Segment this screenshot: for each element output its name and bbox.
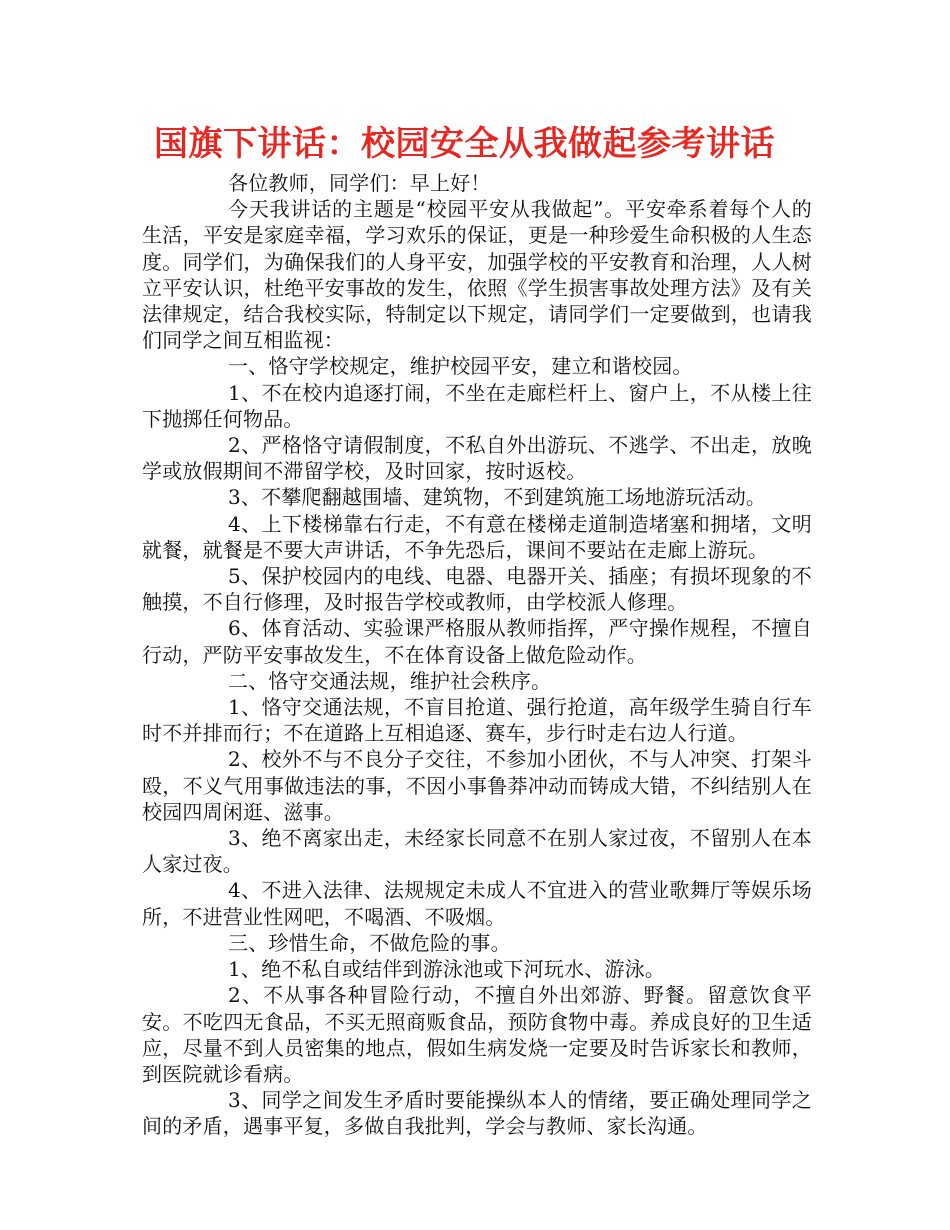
document-body — [142, 170, 812, 1140]
rule-paragraph: 1、不在校内追逐打闹，不坐在走廊栏杆上、窗户上，不从楼上往下抛掷任何物品。 — [142, 380, 812, 431]
section-heading-1: 一、恪守学校规定，维护校园平安，建立和谐校园。 — [228, 354, 693, 379]
rule-paragraph: 2、不从事各种冒险行动，不擅自外出郊游、野餐。留意饮食平安。不吃四无食品，不买无照商贩食品，预防食物中毒。养成良好的卫生适应，尽量不到人员密集的地点，假如生病发烧一定要及时告诉家长和教师，到医院就诊看病。 — [142, 983, 812, 1086]
intro-paragraph: 今天我讲话的主题是“校园平安从我做起”。平安牵系着每个人的生活，平安是家庭幸福，学习欢乐的保证，更是一种珍爱生命积极的人生态度。同学们，为确保我们的人身平安，加强学校的平安教育和治理，人人树立平安认识，杜绝平安事故的发生，依照《学生损害事故处理方法》及有关法律规定，结合我校实际，特制定以下规定，请同学们一定要做到，也请我们同学之间互相监视： — [142, 197, 812, 353]
rule-paragraph: 6、体育活动、实验课严格服从教师指挥，严守操作规程，不擅自行动，严防平安事故发生，不在体育设备上做危险动作。 — [142, 616, 812, 667]
greeting-paragraph: 各位教师，同学们：早上好！ — [228, 171, 491, 195]
rule-paragraph: 3、绝不离家出走，未经家长同意不在别人家过夜，不留别人在本人家过夜。 — [142, 826, 812, 877]
rule-paragraph: 1、绝不私自或结伴到游泳池或下河玩水、游泳。 — [228, 957, 666, 982]
document-page — [142, 118, 812, 1140]
section-heading-2: 二、恪守交通法规，维护社会秩序。 — [228, 668, 552, 693]
rule-paragraph: 1、恪守交通法规，不盲目抢道、强行抢道，高年级学生骑自行车时不并排而行；不在道路上互相追逐、赛车，步行时走右边人行道。 — [142, 695, 812, 746]
rule-paragraph: 2、严格恪守请假制度，不私自外出游玩、不逃学、不出走，放晚学或放假期间不滞留学校，及时回家，按时返校。 — [142, 433, 812, 484]
rule-paragraph: 4、上下楼梯靠右行走，不有意在楼梯走道制造堵塞和拥堵，文明就餐，就餐是不要大声讲话，不争先恐后，课间不要站在走廊上游玩。 — [142, 511, 812, 562]
document-title: 国旗下讲话：校园安全从我做起参考讲话 — [154, 124, 775, 164]
rule-paragraph: 3、不攀爬翻越围墙、建筑物，不到建筑施工场地游玩活动。 — [228, 485, 767, 510]
section-heading-3: 三、珍惜生命，不做危险的事。 — [228, 930, 511, 955]
rule-paragraph: 3、同学之间发生矛盾时要能操纵本人的情绪，要正确处理同学之间的矛盾，遇事平复，多做自我批判，学会与教师、家长沟通。 — [142, 1088, 812, 1139]
rule-paragraph: 2、校外不与不良分子交往，不参加小团伙，不与人冲突、打架斗殴，不义气用事做违法的事，不因小事鲁莽冲动而铸成大错，不纠结别人在校园四周闲逛、滋事。 — [142, 747, 812, 824]
rule-paragraph: 5、保护校园内的电线、电器、电器开关、插座；有损坏现象的不触摸，不自行修理，及时报告学校或教师，由学校派人修理。 — [142, 564, 812, 615]
rule-paragraph: 4、不进入法律、法规规定未成人不宜进入的营业歌舞厅等娱乐场所，不进营业性网吧，不喝酒、不吸烟。 — [142, 878, 812, 929]
